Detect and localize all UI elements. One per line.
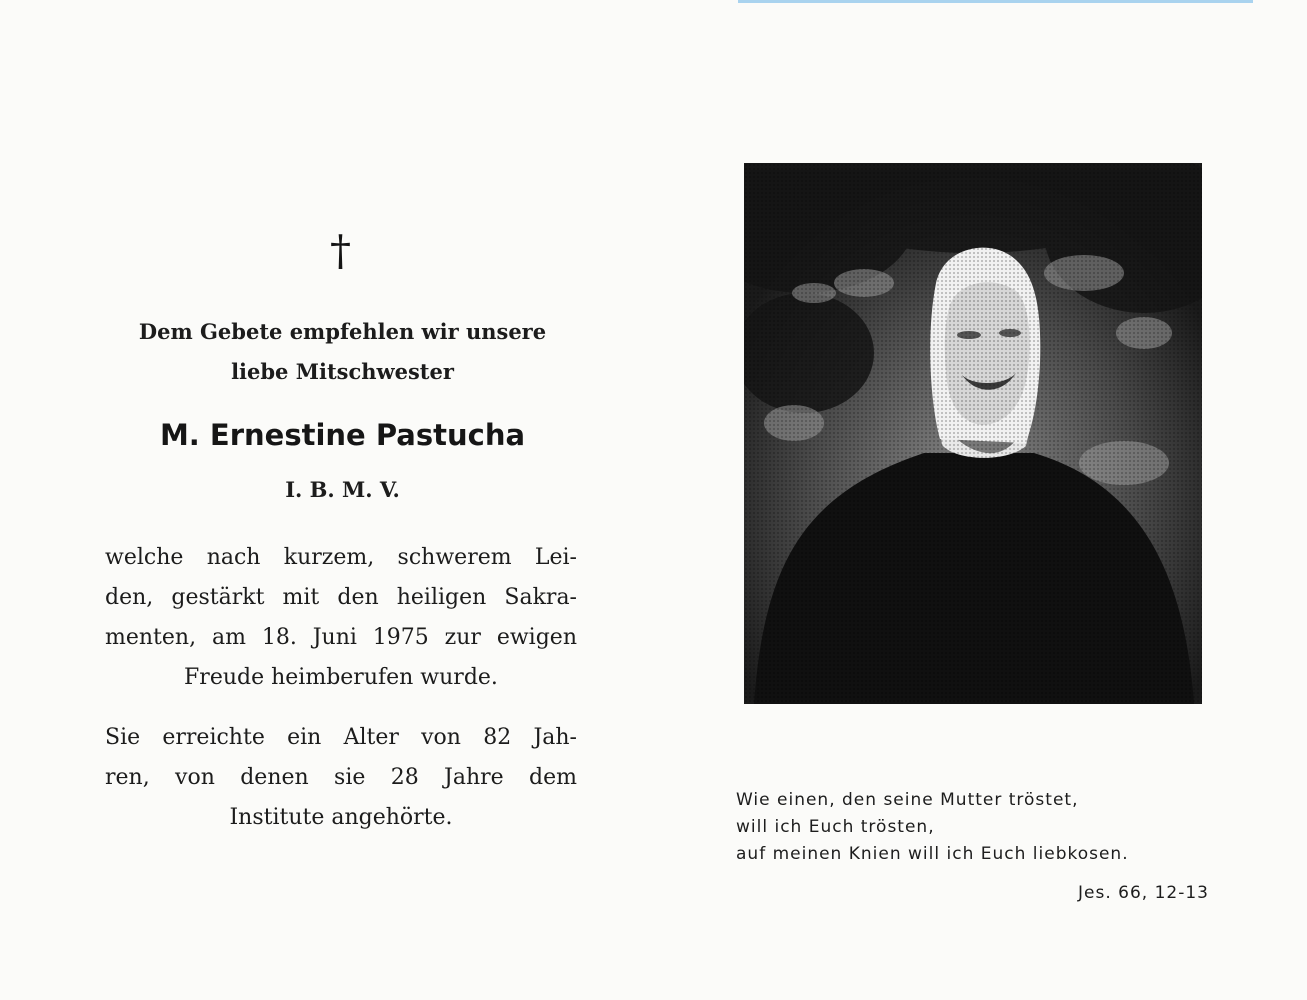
- intro-text: [100, 312, 585, 392]
- death-notice-paragraph: [105, 538, 577, 698]
- religious-order: I. B. M. V.: [285, 477, 400, 502]
- intro-line-2: liebe Mitschwester: [231, 359, 454, 384]
- verse-reference: Jes. 66, 12-13: [1078, 883, 1209, 903]
- top-edge-line: [738, 0, 1253, 3]
- verse-line: will ich Euch trösten,: [736, 817, 935, 837]
- paragraph-line: Sie erreichte ein Alter von 82 Jah-: [105, 725, 577, 750]
- paragraph-line: menten, am 18. Juni 1975 zur ewigen: [105, 625, 577, 650]
- paragraph-line: welche nach kurzem, schwerem Lei-: [105, 545, 577, 570]
- paragraph-line: ren, von denen sie 28 Jahre dem: [105, 765, 577, 790]
- verse-line: auf meinen Knien will ich Euch liebkosen.: [736, 844, 1129, 864]
- portrait-photo: [744, 163, 1202, 704]
- verse-line: Wie einen, den seine Mutter tröstet,: [736, 790, 1079, 810]
- paragraph-line: Institute angehörte.: [229, 805, 453, 830]
- portrait-illustration: [744, 163, 1202, 704]
- bible-verse: [736, 787, 1216, 868]
- intro-line-1: Dem Gebete empfehlen wir unsere: [138, 319, 547, 344]
- age-paragraph: [105, 718, 577, 838]
- paragraph-line: Freude heimberufen wurde.: [184, 665, 498, 690]
- deceased-name: M. Ernestine Pastucha: [159, 418, 526, 452]
- cross-icon: †: [330, 226, 351, 275]
- paragraph-line: den, gestärkt mit den heiligen Sakra-: [105, 585, 577, 610]
